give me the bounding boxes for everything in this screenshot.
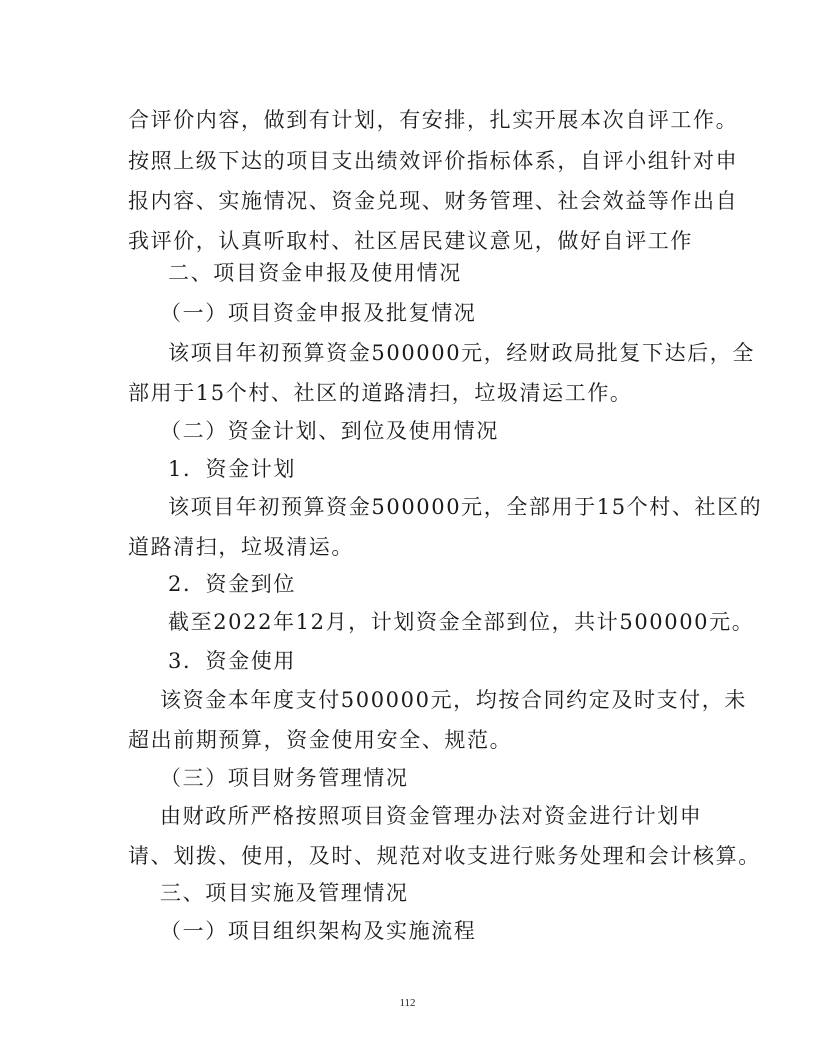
- item-heading: 3．资金使用: [168, 649, 296, 673]
- section-heading: 三、项目实施及管理情况: [160, 881, 409, 905]
- paragraph-line: 该项目年初预算资金500000元，全部用于15个村、社区的: [168, 495, 763, 519]
- paragraph-line: 请、划拨、使用，及时、规范对收支进行账务处理和会计核算。: [128, 844, 761, 868]
- paragraph-line: 道路清扫，垃圾清运。: [128, 535, 354, 559]
- paragraph-line: 由财政所严格按照项目资金管理办法对资金进行计划申: [160, 804, 703, 828]
- paragraph-line: 部用于15个村、社区的道路清扫，垃圾清运工作。: [128, 381, 633, 405]
- paragraph-line: 报内容、实施情况、资金兑现、财务管理、社会效益等作出自: [128, 189, 739, 213]
- subsection-heading: （一）项目组织架构及实施流程: [160, 919, 477, 943]
- paragraph-line: 合评价内容，做到有计划，有安排，扎实开展本次自评工作。: [128, 108, 739, 132]
- item-heading: 1．资金计划: [168, 457, 296, 481]
- subsection-heading: （二）资金计划、到位及使用情况: [160, 419, 499, 443]
- section-heading: 二、项目资金申报及使用情况: [168, 261, 462, 285]
- paragraph-line: 按照上级下达的项目支出绩效评价指标体系，自评小组针对申: [128, 149, 739, 173]
- paragraph-line: 我评价，认真听取村、社区居民建议意见，做好自评工作: [128, 229, 693, 253]
- paragraph-line: 超出前期预算，资金使用安全、规范。: [128, 728, 513, 752]
- paragraph-line: 截至2022年12月，计划资金全部到位，共计500000元。: [168, 610, 755, 634]
- paragraph-line: 该项目年初预算资金500000元，经财政局批复下达后，全: [168, 341, 755, 365]
- item-heading: 2．资金到位: [168, 572, 296, 596]
- subsection-heading: （三）项目财务管理情况: [160, 766, 409, 790]
- paragraph-line: 该资金本年度支付500000元，均按合同约定及时支付，未: [160, 688, 747, 712]
- page-number: 112: [399, 997, 416, 1009]
- subsection-heading: （一）项目资金申报及批复情况: [160, 301, 477, 325]
